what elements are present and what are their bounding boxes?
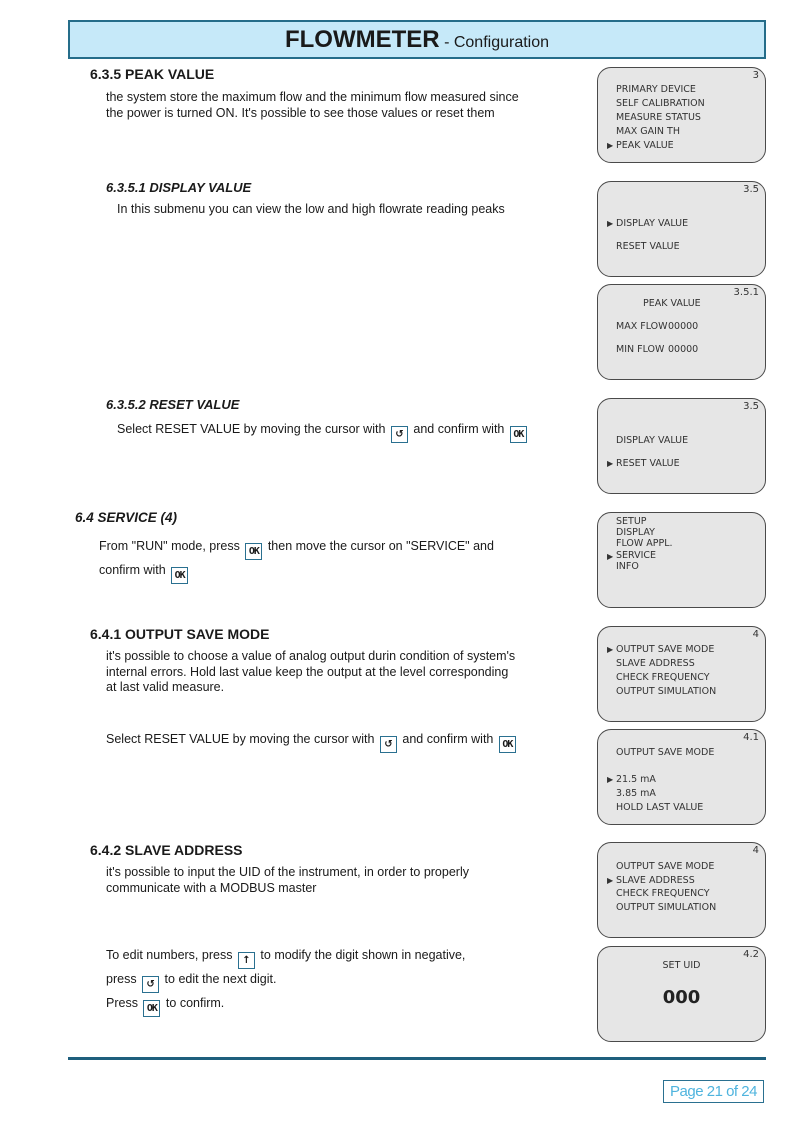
- ok-key-icon: OK: [171, 567, 188, 584]
- scroll-key-icon: ↺: [391, 426, 408, 443]
- up-key-icon: ↑: [238, 952, 255, 969]
- menu-line: MIN FLOW: [616, 344, 665, 355]
- section-text: [106, 945, 465, 1017]
- menu-line-selected: ▶ OUTPUT SAVE MODE: [616, 644, 714, 655]
- text-line: it's possible to choose a value of analog output durin condition of system's: [106, 649, 516, 663]
- lcd-screen-4-2: [597, 946, 766, 1042]
- menu-line: SETUP: [616, 516, 647, 527]
- menu-number: 4: [752, 629, 759, 640]
- text: press: [106, 972, 137, 986]
- section-text: [99, 536, 494, 584]
- section-heading-6-4-2: 6.4.2 SLAVE ADDRESS: [90, 842, 243, 858]
- menu-line: DISPLAY VALUE: [616, 435, 689, 446]
- scroll-key-icon: ↺: [142, 976, 159, 993]
- text: Select RESET VALUE by moving the cursor with: [106, 732, 375, 746]
- menu-number: 4.1: [743, 732, 759, 743]
- lcd-screen-4: [597, 626, 766, 722]
- page-header: [68, 20, 766, 59]
- text: To edit numbers, press: [106, 948, 233, 962]
- menu-line: OUTPUT SIMULATION: [616, 902, 717, 913]
- text: Select RESET VALUE by moving the cursor with: [117, 422, 386, 436]
- ok-key-icon: OK: [143, 1000, 160, 1017]
- menu-number: 3.5: [743, 184, 759, 195]
- section-heading-6-3-5: 6.3.5 PEAK VALUE: [90, 66, 215, 82]
- text-line: it's possible to input the UID of the instrument, in order to properly: [106, 865, 469, 879]
- text: and confirm with: [402, 732, 494, 746]
- text: to edit the next digit.: [164, 972, 277, 986]
- text: and confirm with: [413, 422, 505, 436]
- lcd-screen-4-slave: [597, 842, 766, 938]
- menu-line: OUTPUT SIMULATION: [616, 686, 717, 697]
- lcd-screen-3-5-1: [597, 284, 766, 380]
- menu-line-selected: ▶ SERVICE: [616, 550, 656, 561]
- menu-line: 3.85 mA: [616, 788, 656, 799]
- lcd-screen-main-menu: [597, 512, 766, 608]
- max-flow-value: 00000: [668, 321, 699, 332]
- ok-key-icon: OK: [510, 426, 527, 443]
- text: Press: [106, 996, 138, 1010]
- section-text: [106, 732, 518, 753]
- menu-number: 3: [752, 70, 759, 81]
- lcd-screen-3-5: [597, 181, 766, 277]
- menu-number: 3.5: [743, 401, 759, 412]
- footer-divider: [68, 1057, 766, 1060]
- menu-line: MAX GAIN TH: [616, 126, 680, 137]
- section-text: [106, 865, 469, 896]
- ok-key-icon: OK: [499, 736, 516, 753]
- uid-value: 000: [662, 987, 701, 1008]
- screen-title: OUTPUT SAVE MODE: [616, 747, 715, 758]
- lcd-screen-4-1: [597, 729, 766, 825]
- menu-line: HOLD LAST VALUE: [616, 802, 704, 813]
- menu-line: CHECK FREQUENCY: [616, 672, 710, 683]
- text: confirm with: [99, 563, 166, 577]
- text: From "RUN" mode, press: [99, 539, 240, 553]
- screen-title: PEAK VALUE: [643, 298, 701, 309]
- menu-number: 3.5.1: [733, 287, 759, 298]
- menu-line-selected: ▶ RESET VALUE: [616, 458, 680, 469]
- menu-line: MAX FLOW: [616, 321, 668, 332]
- header-subtitle: - Configuration: [444, 34, 550, 51]
- text-line: internal errors. Hold last value keep the output at the level corresponding: [106, 664, 509, 679]
- menu-line-selected: ▶ PEAK VALUE: [616, 140, 674, 151]
- menu-line-selected: ▶ 21.5 mA: [616, 774, 656, 785]
- menu-number: 4.2: [743, 949, 759, 960]
- min-flow-value: 00000: [668, 344, 699, 355]
- section-heading-6-4-1: 6.4.1 OUTPUT SAVE MODE: [90, 626, 270, 642]
- header-title: FLOWMETER: [284, 26, 440, 53]
- menu-line: CHECK FREQUENCY: [616, 888, 710, 899]
- text: to modify the digit shown in negative,: [260, 948, 466, 962]
- menu-line: PRIMARY DEVICE: [616, 84, 696, 95]
- menu-line: MEASURE STATUS: [616, 112, 701, 123]
- text-line: the power is turned ON. It's possible to see those values or reset them: [106, 105, 495, 120]
- section-text: [117, 422, 529, 443]
- text-line: communicate with a MODBUS master: [106, 880, 317, 895]
- section-text: [106, 649, 515, 696]
- lcd-screen-3-5-reset: [597, 398, 766, 494]
- text: to confirm.: [165, 996, 225, 1010]
- menu-line: INFO: [616, 561, 639, 572]
- section-heading-6-3-5-2: 6.3.5.2 RESET VALUE: [106, 397, 240, 412]
- section-text: [106, 90, 519, 121]
- scroll-key-icon: ↺: [380, 736, 397, 753]
- menu-line: FLOW APPL.: [616, 538, 673, 549]
- menu-line: RESET VALUE: [616, 241, 680, 252]
- menu-line: OUTPUT SAVE MODE: [616, 861, 715, 872]
- text-line: the system store the maximum flow and the minimum flow measured since: [106, 90, 519, 104]
- menu-line: SELF CALIBRATION: [616, 98, 705, 109]
- section-text: In this submenu you can view the low and high flowrate reading peaks: [117, 202, 505, 216]
- menu-line-selected: ▶ SLAVE ADDRESS: [616, 875, 695, 886]
- page-number: Page 21 of 24: [663, 1080, 764, 1103]
- text-line: at last valid measure.: [106, 680, 225, 694]
- section-heading-6-4: 6.4 SERVICE (4): [75, 510, 178, 525]
- text: then move the cursor on "SERVICE" and: [267, 539, 494, 553]
- ok-key-icon: OK: [245, 543, 262, 560]
- section-heading-6-3-5-1: 6.3.5.1 DISPLAY VALUE: [106, 180, 252, 195]
- menu-line: SLAVE ADDRESS: [616, 658, 695, 669]
- lcd-screen-3: [597, 67, 766, 163]
- screen-title: SET UID: [662, 960, 701, 971]
- menu-number: 4: [752, 845, 759, 856]
- menu-line-selected: ▶ DISPLAY VALUE: [616, 218, 688, 229]
- menu-line: DISPLAY: [616, 527, 655, 538]
